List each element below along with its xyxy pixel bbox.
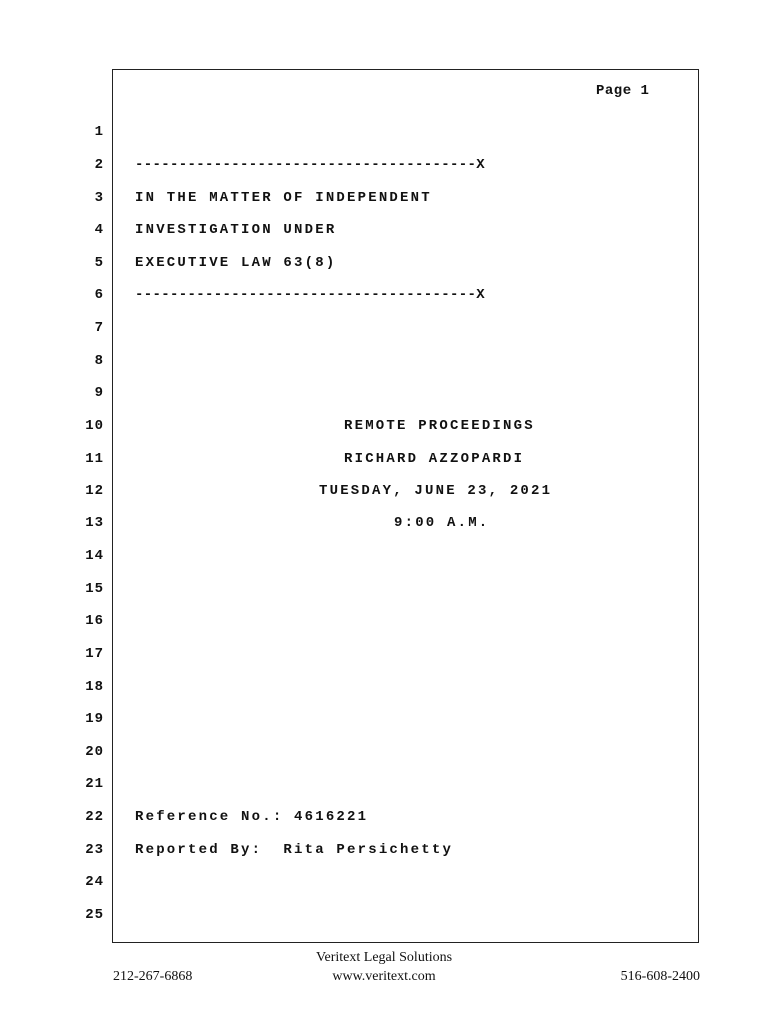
line-number: 7 [94, 320, 104, 336]
line-number: 19 [85, 711, 104, 727]
line-number: 11 [85, 451, 104, 467]
line-number: 21 [85, 776, 104, 792]
proceedings-title: REMOTE PROCEEDINGS [344, 418, 535, 434]
line-number: 1 [94, 124, 104, 140]
footer-phone-left: 212-267-6868 [113, 969, 193, 984]
line-number: 3 [94, 190, 104, 206]
separator-line: ---------------------------------------X [135, 157, 486, 173]
footer-company: Veritext Legal Solutions [315, 950, 453, 965]
line-number: 5 [94, 255, 104, 271]
page-number: Page 1 [596, 83, 650, 99]
line-number: 18 [85, 679, 104, 695]
line-number: 22 [85, 809, 104, 825]
line-number: 20 [85, 744, 104, 760]
line-number: 13 [85, 515, 104, 531]
line-number: 10 [85, 418, 104, 434]
footer-phone-right: 516-608-2400 [620, 969, 700, 984]
line-number: 15 [85, 581, 104, 597]
line-number: 8 [94, 353, 104, 369]
caption-line: EXECUTIVE LAW 63(8) [135, 255, 337, 271]
line-number: 25 [85, 907, 104, 923]
line-number: 24 [85, 874, 104, 890]
line-number: 23 [85, 842, 104, 858]
line-number: 14 [85, 548, 104, 564]
line-number: 9 [94, 385, 104, 401]
reference-number: Reference No.: 4616221 [135, 809, 369, 825]
proceedings-time: 9:00 A.M. [394, 515, 490, 531]
line-number: 17 [85, 646, 104, 662]
line-number: 16 [85, 613, 104, 629]
witness-name: RICHARD AZZOPARDI [344, 451, 525, 467]
line-number: 4 [94, 222, 104, 238]
footer-website: www.veritext.com [332, 969, 436, 984]
reporter-name: Reported By: Rita Persichetty [135, 842, 454, 858]
line-number: 2 [94, 157, 104, 173]
caption-line: INVESTIGATION UNDER [135, 222, 337, 238]
separator-line: ---------------------------------------X [135, 287, 486, 303]
proceedings-date: TUESDAY, JUNE 23, 2021 [319, 483, 553, 499]
line-number: 12 [85, 483, 104, 499]
caption-line: IN THE MATTER OF INDEPENDENT [135, 190, 432, 206]
line-number: 6 [94, 287, 104, 303]
